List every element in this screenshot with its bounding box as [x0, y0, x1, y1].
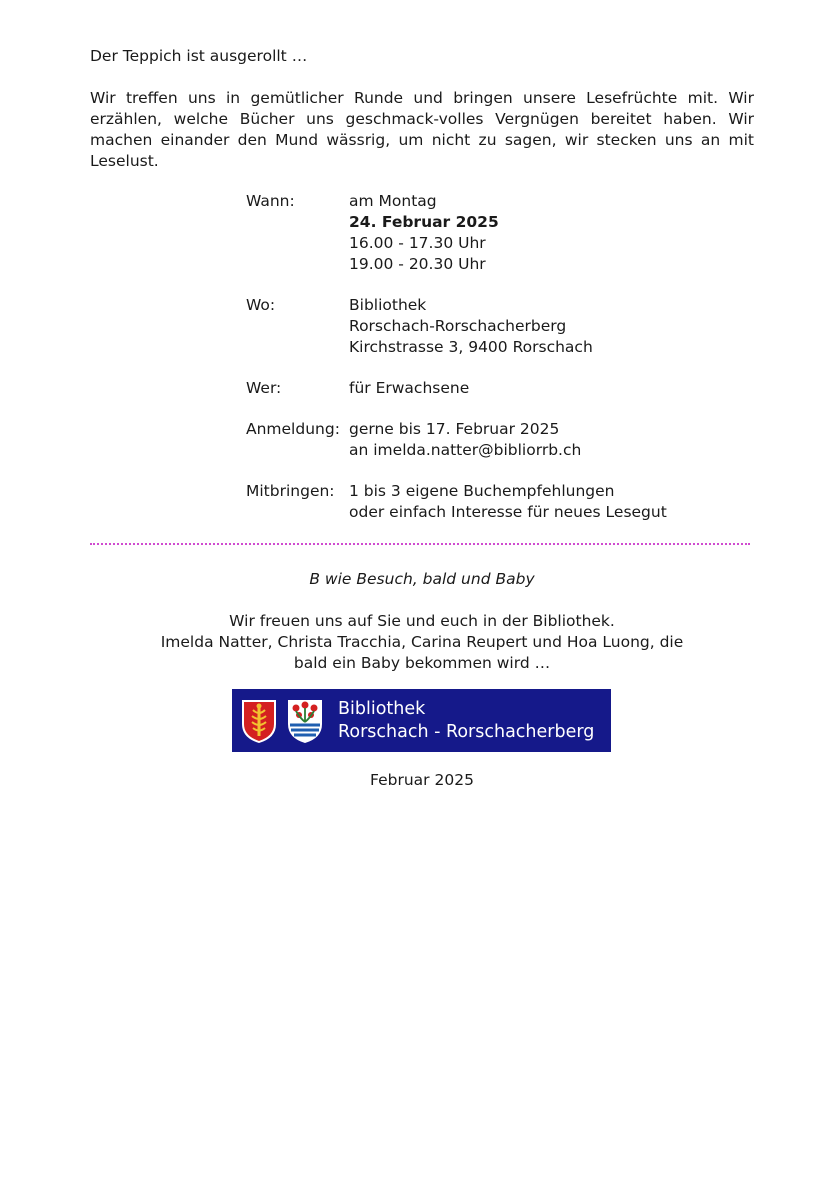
when-date: 24. Februar 2025	[349, 213, 499, 231]
registration-line-1: gerne bis 17. Februar 2025	[349, 420, 560, 438]
detail-label-bring: Mitbringen:	[246, 482, 335, 500]
bring-line-1: 1 bis 3 eigene Buchempfehlungen	[349, 482, 615, 500]
logo-line-1: Bibliothek	[338, 698, 426, 719]
where-line-2: Rorschach-Rorschacherberg	[349, 317, 567, 335]
detail-values-registration	[349, 419, 706, 461]
closing-line-3: bald ein Baby bekommen wird …	[293, 654, 551, 672]
tagline: B wie Besuch, bald und Baby	[309, 570, 535, 588]
logo-line-2: Rorschach - Rorschacherberg	[338, 721, 595, 742]
when-time-1: 16.00 - 17.30 Uhr	[349, 234, 486, 252]
detail-values-bring	[349, 481, 706, 523]
when-day: am Montag	[349, 192, 437, 210]
detail-label-where: Wo:	[246, 296, 276, 314]
footer-date: Februar 2025	[370, 771, 474, 789]
when-time-2: 19.00 - 20.30 Uhr	[349, 255, 486, 273]
closing-message	[90, 611, 754, 674]
detail-row-registration	[246, 419, 706, 461]
dotted-divider	[90, 543, 750, 545]
library-logo	[232, 689, 611, 752]
detail-row-who	[246, 378, 706, 399]
detail-label-who: Wer:	[246, 379, 282, 397]
closing-line-1: Wir freuen uns auf Sie und euch in der Bibliothek.	[229, 612, 615, 630]
detail-label-when: Wann:	[246, 192, 295, 210]
where-line-3: Kirchstrasse 3, 9400 Rorschach	[349, 338, 593, 356]
detail-values-where	[349, 295, 706, 358]
detail-values-when	[349, 191, 706, 275]
who-line-1: für Erwachsene	[349, 379, 470, 397]
detail-values-who	[349, 378, 706, 399]
rorschach-crest-icon	[240, 698, 278, 744]
detail-row-bring	[246, 481, 706, 523]
intro-paragraph: Wir treffen uns in gemütlicher Runde und bringen unsere Lesefrüchte mit. Wir erzählen, welche Bücher uns geschmack-volles Vergnügen bereitet haben. Wir machen einander den Mund wässrig, um nicht zu sagen, wir stecken uns an mit Leselust.	[90, 89, 754, 170]
registration-email[interactable]: an imelda.natter@bibliorrb.ch	[349, 441, 582, 459]
logo-text	[338, 698, 594, 744]
event-details	[246, 191, 706, 543]
detail-label-registration: Anmeldung:	[246, 420, 340, 438]
where-line-1: Bibliothek	[349, 296, 427, 314]
closing-line-2: Imelda Natter, Christa Tracchia, Carina Reupert und Hoa Luong, die	[160, 633, 684, 651]
detail-row-when	[246, 191, 706, 275]
detail-row-where	[246, 295, 706, 358]
intro-heading: Der Teppich ist ausgerollt …	[90, 47, 308, 65]
bring-line-2: oder einfach Interesse für neues Lesegut	[349, 503, 667, 521]
rorschacherberg-crest-icon	[286, 698, 324, 744]
